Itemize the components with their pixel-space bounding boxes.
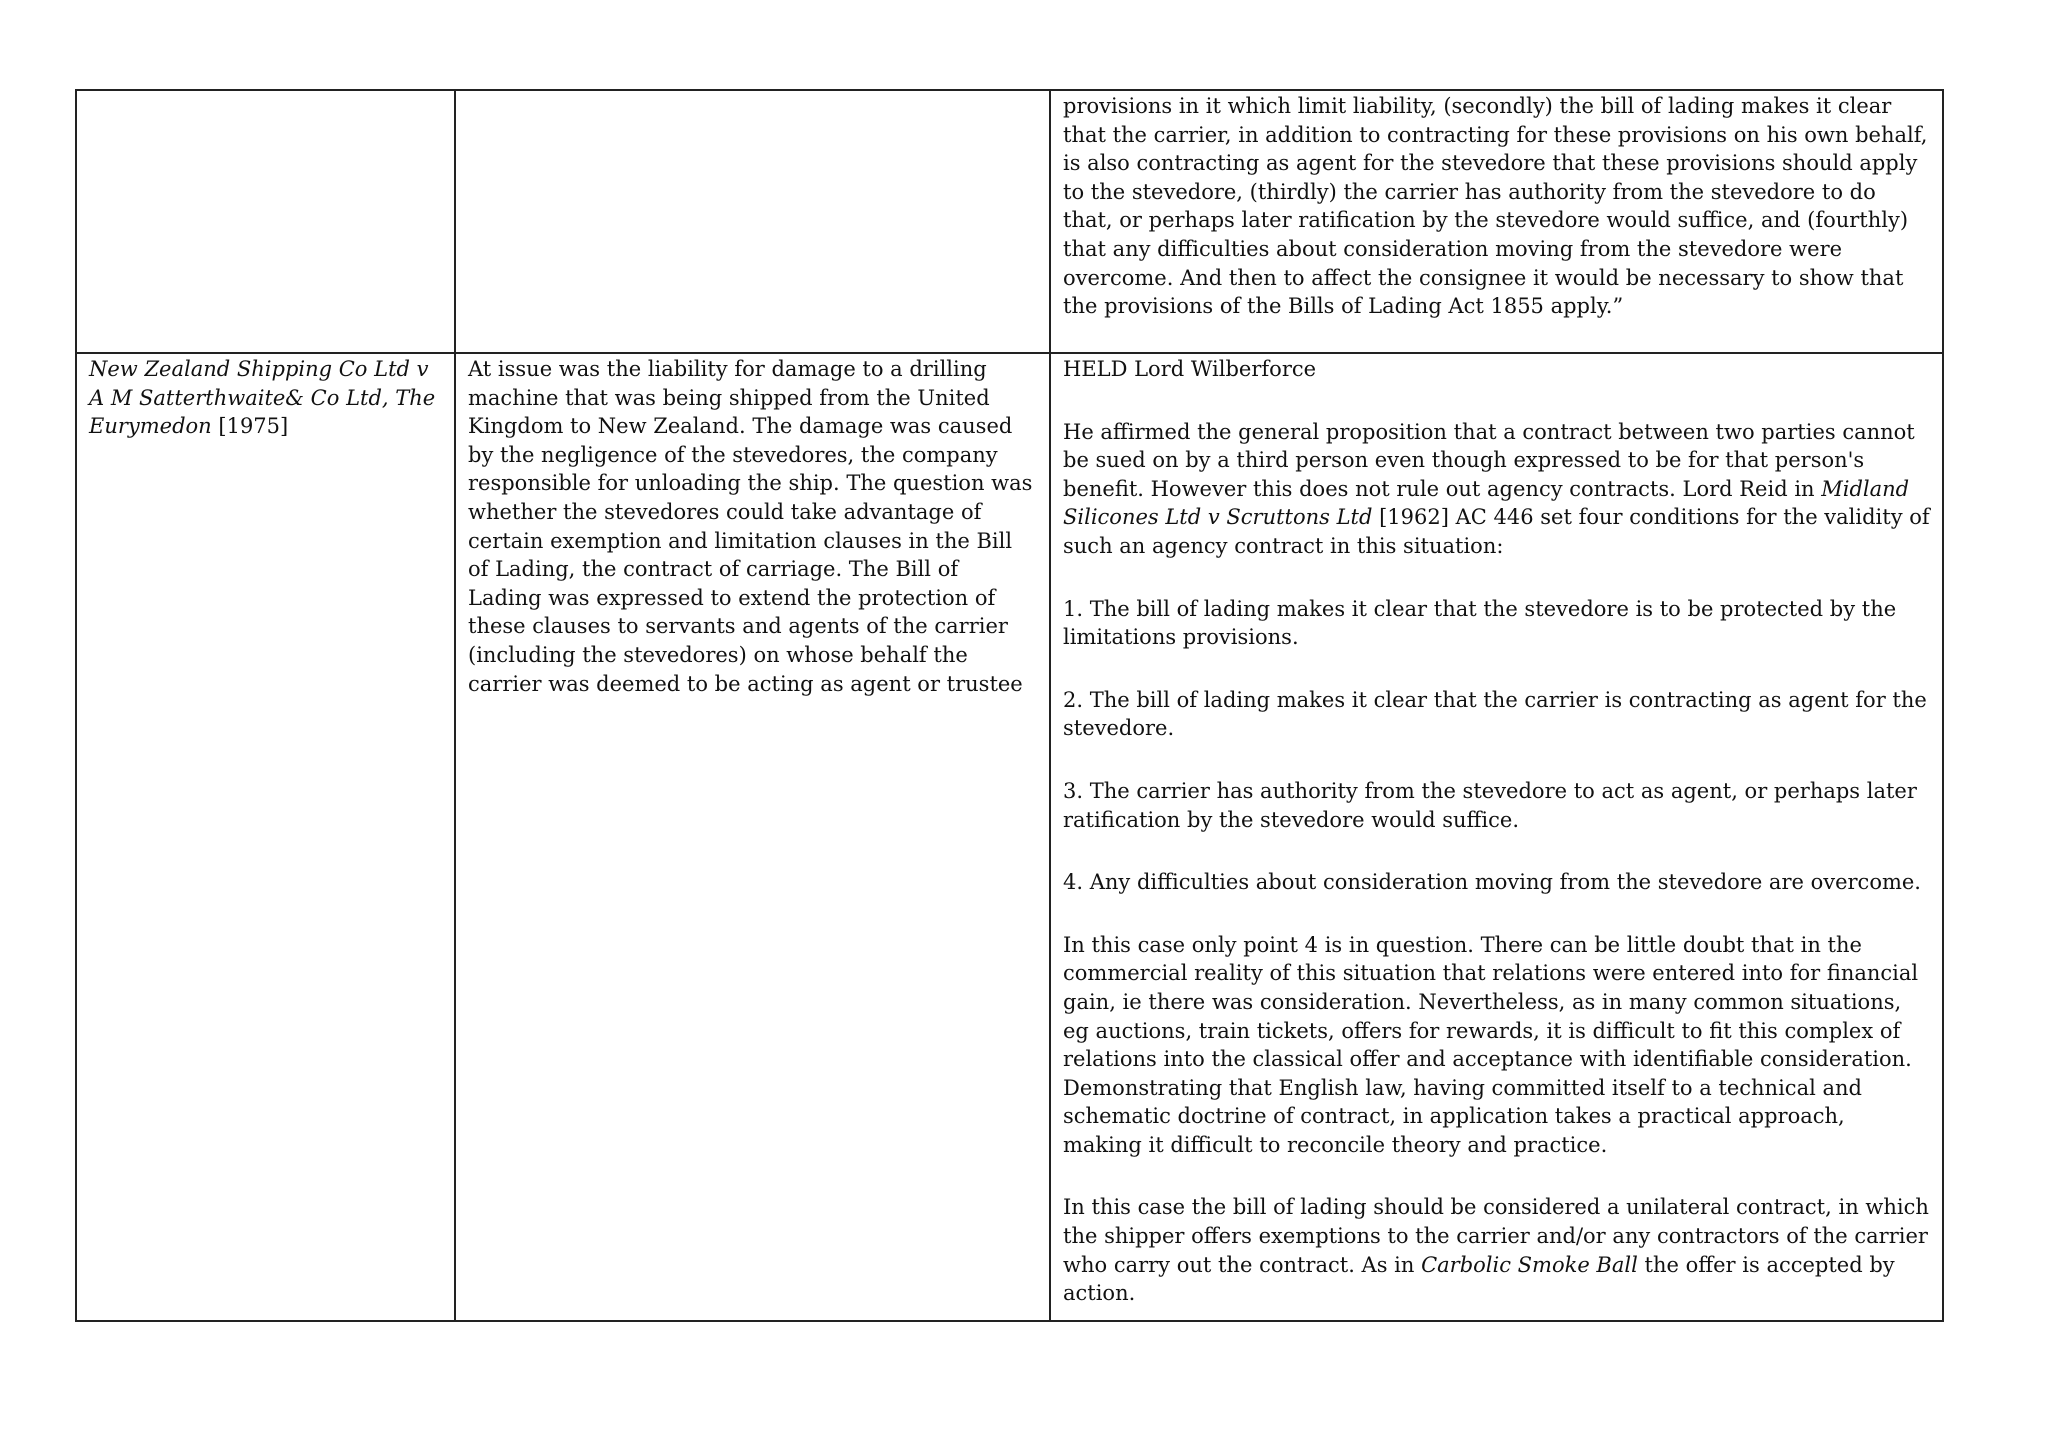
cited-case-carbolic-smoke-ball: Carbolic Smoke Ball [1421, 1252, 1638, 1277]
facts-cell [455, 353, 1050, 1321]
condition-item-3: 3. The carrier has authority from the stevedore to act as agent, or perhaps later ratification by the stevedore would suffice. [1063, 778, 1917, 832]
held-paragraph-unilateral [1063, 1193, 1930, 1307]
condition-item-1: 1. The bill of lading makes it clear that the stevedore is to be protected by the limitations provisions. [1063, 596, 1897, 650]
table-row [76, 353, 1943, 1321]
case-name-cell [76, 353, 455, 1321]
case-year: [1975] [211, 414, 289, 439]
facts-cell [455, 90, 1050, 353]
held-quote-continuation: provisions in it which limit liability, (secondly) the bill of lading makes it clear that the carrier, in addition to contracting for these provisions on his own behalf, is also contracting as agent for the stevedore that these provisions should apply to the stevedore, (thirdly) the carrier has authority from the stevedore to do that, or perhaps later ratification by the stevedore would suffice, and (fourthly) that any difficulties about consideration moving from the stevedore were overcome. And then to affect the consignee it would be necessary to show that the provisions of the Bills of Lading Act 1855 apply.” [1063, 94, 1928, 319]
condition-item-4: 4. Any difficulties about consideration moving from the stevedore are overcome. [1063, 870, 1921, 895]
held-paragraph-text: He affirmed the general proposition that a contract between two parties cannot be sued on by a third person even though expressed to be for that person's benefit. However this does not rule out agency contracts. Lord Reid in [1063, 419, 1915, 501]
held-paragraph-text: the offer is accepted by action. [1063, 1252, 1895, 1306]
held-heading: HELD Lord Wilberforce [1063, 357, 1317, 381]
condition-item-2: 2. The bill of lading makes it clear that the carrier is contracting as agent for the stevedore. [1063, 687, 1927, 741]
held-paragraph-agency [1063, 418, 1930, 561]
case-name: New Zealand Shipping Co Ltd v A M Satterthwaite& Co Ltd, The Eurymedon [89, 357, 436, 439]
held-paragraph-text: [1962] AC 446 set four conditions for the validity of such an agency contract in this situation: [1063, 505, 1930, 558]
facts-text: At issue was the liability for damage to a drilling machine that was being shipped from the United Kingdom to New Zealand. The damage was caused by the negligence of the stevedores, the company responsible for unloading the ship. The question was whether the stevedores could take advantage of certain exemption and limitation clauses in the Bill of Lading, the contract of carriage. The Bill of Lading was expressed to extend the protection of these clauses to servants and agents of the carrier (including the stevedores) on whose behalf the carrier was deemed to be acting as agent or trustee [468, 357, 1033, 696]
table-row [76, 90, 1943, 353]
case-table [75, 89, 1944, 1322]
cited-case-midland-silicones: Midland Silicones Ltd v Scruttons Ltd [1063, 476, 1910, 530]
held-paragraph-consideration: In this case only point 4 is in question. There can be little doubt that in the commercial reality of this situation that relations were entered into for financial gain, ie there was consideration. Nevertheless, as in many common situations, eg auctions, train tickets, offers for rewards, it is difficult to fit this complex of relations into the classical offer and acceptance with identifiable consideration. Demonstrating that English law, having committed itself to a technical and schematic doctrine of contract, in application takes a practical approach, making it difficult to reconcile theory and practice. [1063, 932, 1919, 1157]
held-cell [1050, 90, 1943, 353]
held-paragraph-text: In this case the bill of lading should be considered a unilateral contract, in which the shipper offers exemptions to the carrier and/or any contractors of the carrier who carry out the contract. As in [1063, 1195, 1929, 1277]
case-name-cell [76, 90, 455, 353]
held-cell [1050, 353, 1943, 1321]
